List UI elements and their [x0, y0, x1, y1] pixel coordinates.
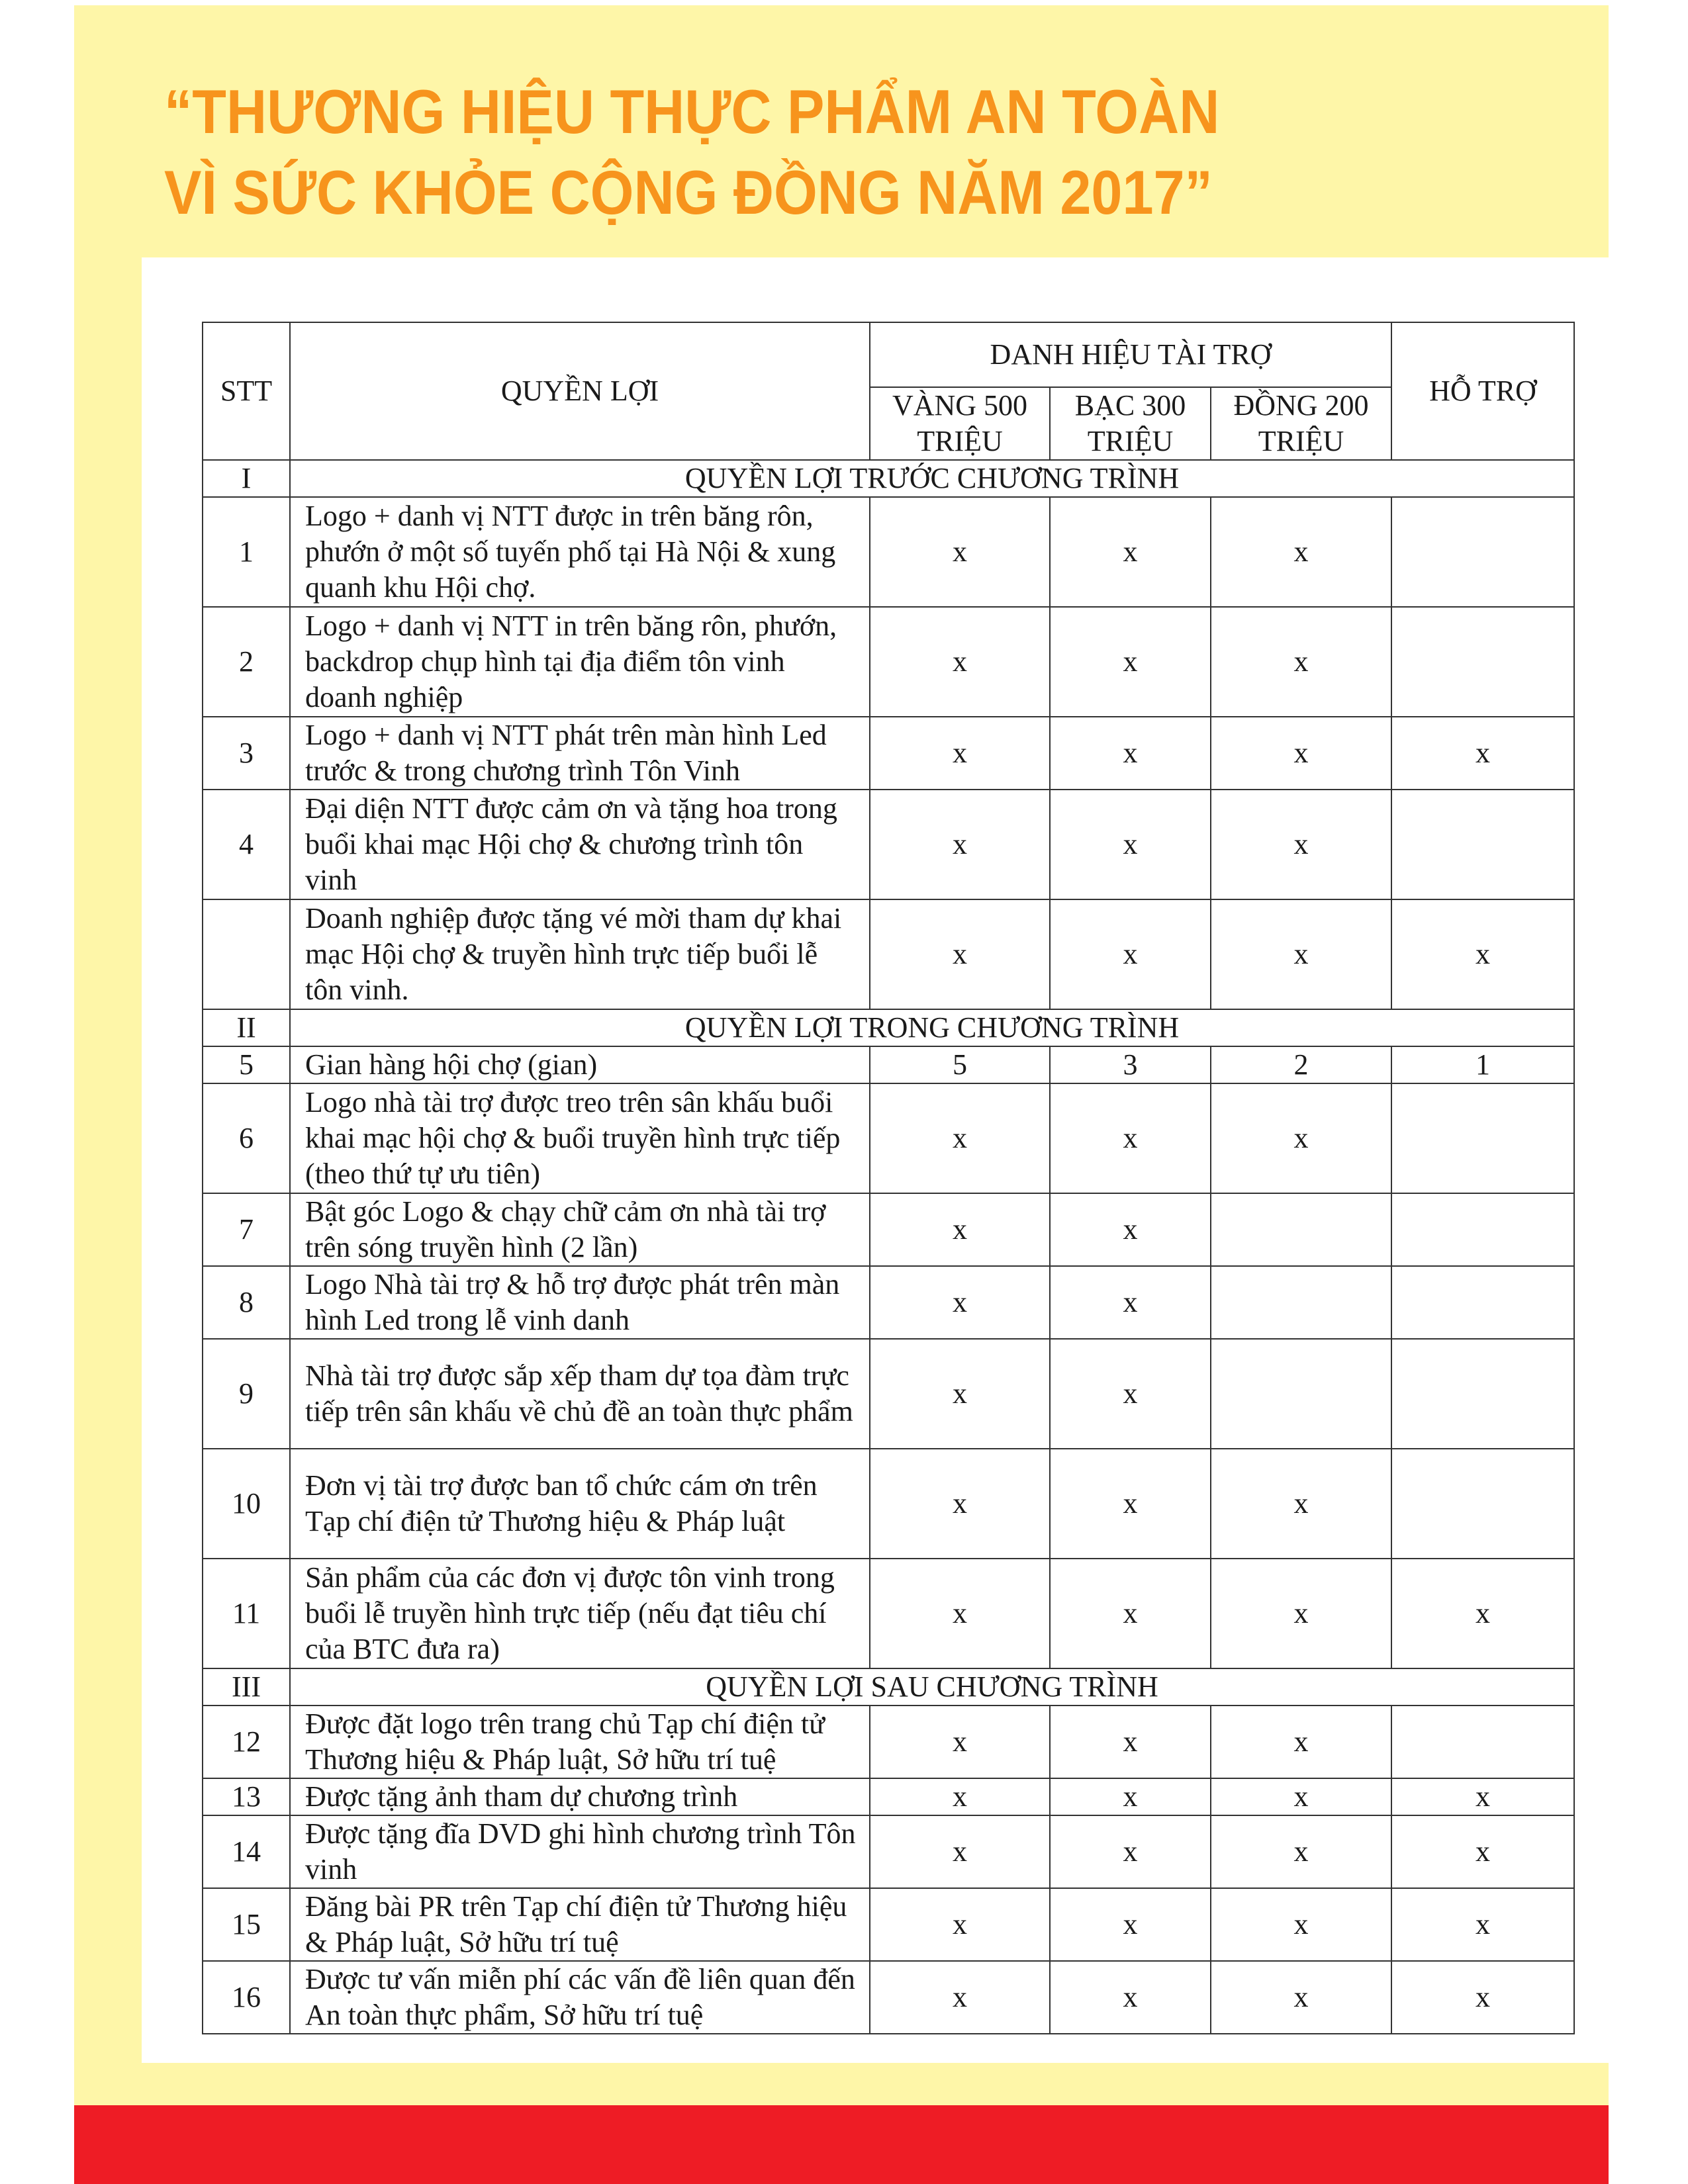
section-number: III — [203, 1668, 290, 1706]
bronze-tier-mark: x — [1211, 497, 1391, 607]
header-gold: VÀNG 500 TRIỆU — [870, 387, 1050, 460]
gold-tier-mark: x — [870, 1266, 1050, 1339]
title-line-1: “THƯƠNG HIỆU THỰC PHẨM AN TOÀN — [164, 77, 1220, 146]
bronze-tier-mark: x — [1211, 1559, 1391, 1668]
bronze-tier-mark: x — [1211, 1961, 1391, 2034]
silver-tier-mark: x — [1050, 1449, 1211, 1559]
benefit-description: Đăng bài PR trên Tạp chí điện tử Thương hiệu & Pháp luật, Sở hữu trí tuệ — [290, 1888, 870, 1961]
benefit-description: Logo + danh vị NTT được in trên băng rôn, phướn ở một số tuyến phố tại Hà Nội & xung quanh khu Hội chợ. — [290, 497, 870, 607]
benefit-description: Bật góc Logo & chạy chữ cảm ơn nhà tài trợ trên sóng truyền hình (2 lần) — [290, 1193, 870, 1266]
section-title: QUYỀN LỢI SAU CHƯƠNG TRÌNH — [290, 1668, 1574, 1706]
benefit-description: Sản phẩm của các đơn vị được tôn vinh trong buổi lễ truyền hình trực tiếp (nếu đạt tiêu chí của BTC đưa ra) — [290, 1559, 870, 1668]
row-number: 7 — [203, 1193, 290, 1266]
silver-tier-mark: x — [1050, 1193, 1211, 1266]
table-row — [203, 1266, 1574, 1339]
benefit-description: Nhà tài trợ được sắp xếp tham dự tọa đàm trực tiếp trên sân khấu về chủ đề an toàn thực phẩm — [290, 1339, 870, 1449]
support-tier-mark: x — [1391, 899, 1574, 1009]
silver-tier-mark: x — [1050, 1815, 1211, 1888]
support-tier-mark — [1391, 1706, 1574, 1778]
section-row — [203, 1668, 1574, 1706]
row-number: 6 — [203, 1083, 290, 1193]
table-row — [203, 1083, 1574, 1193]
gold-tier-mark: x — [870, 1961, 1050, 2034]
benefit-description: Được tư vấn miễn phí các vấn đề liên quan đến An toàn thực phẩm, Sở hữu trí tuệ — [290, 1961, 870, 2034]
support-tier-mark — [1391, 607, 1574, 717]
bronze-tier-mark: x — [1211, 790, 1391, 899]
support-tier-mark — [1391, 1339, 1574, 1449]
row-number: 3 — [203, 717, 290, 790]
table-row — [203, 1706, 1574, 1778]
gold-tier-mark: x — [870, 717, 1050, 790]
row-number: 9 — [203, 1339, 290, 1449]
benefit-description: Gian hàng hội chợ (gian) — [290, 1046, 870, 1083]
header-silver: BẠC 300 TRIỆU — [1050, 387, 1211, 460]
bronze-tier-mark: x — [1211, 1706, 1391, 1778]
support-tier-mark: x — [1391, 1559, 1574, 1668]
header-bronze: ĐỒNG 200 TRIỆU — [1211, 387, 1391, 460]
section-title: QUYỀN LỢI TRONG CHƯƠNG TRÌNH — [290, 1009, 1574, 1046]
bottom-yellow-band — [74, 2063, 1609, 2105]
section-row — [203, 1009, 1574, 1046]
row-number: 12 — [203, 1706, 290, 1778]
table-row — [203, 899, 1574, 1009]
silver-tier-mark: x — [1050, 1706, 1211, 1778]
support-tier-mark: x — [1391, 1778, 1574, 1815]
row-number: 11 — [203, 1559, 290, 1668]
support-tier-mark — [1391, 1449, 1574, 1559]
bronze-tier-mark: x — [1211, 1449, 1391, 1559]
bronze-tier-mark — [1211, 1193, 1391, 1266]
table-row — [203, 1046, 1574, 1083]
bronze-tier-mark: x — [1211, 1778, 1391, 1815]
table-row — [203, 1339, 1574, 1449]
benefit-description: Logo + danh vị NTT in trên băng rôn, phướn, backdrop chụp hình tại địa điểm tôn vinh doanh nghiệp — [290, 607, 870, 717]
benefit-description: Doanh nghiệp được tặng vé mời tham dự khai mạc Hội chợ & truyền hình trực tiếp buổi lễ tôn vinh. — [290, 899, 870, 1009]
bronze-tier-mark: x — [1211, 1815, 1391, 1888]
support-tier-mark — [1391, 1083, 1574, 1193]
bronze-tier-mark: x — [1211, 1888, 1391, 1961]
header-sponsor-group: DANH HIỆU TÀI TRỢ — [870, 322, 1391, 387]
page-title — [164, 71, 1415, 233]
gold-tier-mark: x — [870, 1559, 1050, 1668]
support-tier-mark — [1391, 1266, 1574, 1339]
gold-tier-mark: x — [870, 607, 1050, 717]
gold-tier-mark: x — [870, 1778, 1050, 1815]
bronze-tier-mark: 2 — [1211, 1046, 1391, 1083]
silver-tier-mark: x — [1050, 1083, 1211, 1193]
bronze-tier-mark: x — [1211, 1083, 1391, 1193]
row-number: 8 — [203, 1266, 290, 1339]
gold-tier-mark: x — [870, 1815, 1050, 1888]
silver-tier-mark: x — [1050, 1559, 1211, 1668]
row-number: 16 — [203, 1961, 290, 2034]
support-tier-mark: x — [1391, 1961, 1574, 2034]
silver-tier-mark: x — [1050, 497, 1211, 607]
left-yellow-band — [74, 257, 142, 2063]
silver-tier-mark: x — [1050, 1778, 1211, 1815]
table-row — [203, 717, 1574, 790]
benefit-description: Logo Nhà tài trợ & hỗ trợ được phát trên màn hình Led trong lễ vinh danh — [290, 1266, 870, 1339]
title-line-2: VÌ SỨC KHỎE CỘNG ĐỒNG NĂM 2017” — [164, 158, 1213, 227]
bottom-red-band — [74, 2105, 1609, 2184]
benefit-description: Logo nhà tài trợ được treo trên sân khấu buổi khai mạc hội chợ & buổi truyền hình trực tiếp (theo thứ tự ưu tiên) — [290, 1083, 870, 1193]
header-stt: STT — [203, 322, 290, 460]
bronze-tier-mark: x — [1211, 899, 1391, 1009]
bronze-tier-mark: x — [1211, 717, 1391, 790]
silver-tier-mark: x — [1050, 1339, 1211, 1449]
silver-tier-mark: 3 — [1050, 1046, 1211, 1083]
section-number: I — [203, 460, 290, 497]
support-tier-mark — [1391, 1193, 1574, 1266]
gold-tier-mark: x — [870, 1449, 1050, 1559]
benefit-description: Đại diện NTT được cảm ơn và tặng hoa trong buổi khai mạc Hội chợ & chương trình tôn vinh — [290, 790, 870, 899]
gold-tier-mark: x — [870, 1339, 1050, 1449]
support-tier-mark: x — [1391, 717, 1574, 790]
benefit-description: Logo + danh vị NTT phát trên màn hình Led trước & trong chương trình Tôn Vinh — [290, 717, 870, 790]
table-row — [203, 790, 1574, 899]
sponsorship-benefits-table — [202, 322, 1575, 2034]
silver-tier-mark: x — [1050, 607, 1211, 717]
silver-tier-mark: x — [1050, 717, 1211, 790]
row-number: 10 — [203, 1449, 290, 1559]
table-row — [203, 1449, 1574, 1559]
row-number: 2 — [203, 607, 290, 717]
gold-tier-mark: 5 — [870, 1046, 1050, 1083]
benefit-description: Được đặt logo trên trang chủ Tạp chí điện tử Thương hiệu & Pháp luật, Sở hữu trí tuệ — [290, 1706, 870, 1778]
row-number: 1 — [203, 497, 290, 607]
gold-tier-mark: x — [870, 1083, 1050, 1193]
header-benefit: QUYỀN LỢI — [290, 322, 870, 460]
gold-tier-mark: x — [870, 1706, 1050, 1778]
row-number: 5 — [203, 1046, 290, 1083]
header-support: HỖ TRỢ — [1391, 322, 1574, 460]
silver-tier-mark: x — [1050, 790, 1211, 899]
benefit-description: Đơn vị tài trợ được ban tổ chức cám ơn trên Tạp chí điện tử Thương hiệu & Pháp luật — [290, 1449, 870, 1559]
row-number: 4 — [203, 790, 290, 899]
benefit-description: Được tặng đĩa DVD ghi hình chương trình Tôn vinh — [290, 1815, 870, 1888]
silver-tier-mark: x — [1050, 1888, 1211, 1961]
table-row — [203, 1888, 1574, 1961]
gold-tier-mark: x — [870, 1888, 1050, 1961]
bronze-tier-mark — [1211, 1339, 1391, 1449]
row-number: 15 — [203, 1888, 290, 1961]
support-tier-mark: 1 — [1391, 1046, 1574, 1083]
gold-tier-mark: x — [870, 899, 1050, 1009]
table-row — [203, 607, 1574, 717]
section-row — [203, 460, 1574, 497]
bronze-tier-mark — [1211, 1266, 1391, 1339]
gold-tier-mark: x — [870, 790, 1050, 899]
table-row — [203, 1815, 1574, 1888]
table-row — [203, 1961, 1574, 2034]
row-number: 13 — [203, 1778, 290, 1815]
section-number: II — [203, 1009, 290, 1046]
benefit-description: Được tặng ảnh tham dự chương trình — [290, 1778, 870, 1815]
row-number — [203, 899, 290, 1009]
silver-tier-mark: x — [1050, 899, 1211, 1009]
row-number: 14 — [203, 1815, 290, 1888]
support-tier-mark: x — [1391, 1815, 1574, 1888]
table-row — [203, 1778, 1574, 1815]
support-tier-mark — [1391, 790, 1574, 899]
support-tier-mark: x — [1391, 1888, 1574, 1961]
table-row — [203, 1193, 1574, 1266]
support-tier-mark — [1391, 497, 1574, 607]
bronze-tier-mark: x — [1211, 607, 1391, 717]
silver-tier-mark: x — [1050, 1266, 1211, 1339]
section-title: QUYỀN LỢI TRƯỚC CHƯƠNG TRÌNH — [290, 460, 1574, 497]
gold-tier-mark: x — [870, 497, 1050, 607]
table-row — [203, 497, 1574, 607]
gold-tier-mark: x — [870, 1193, 1050, 1266]
table-row — [203, 1559, 1574, 1668]
table-body — [203, 460, 1574, 2034]
silver-tier-mark: x — [1050, 1961, 1211, 2034]
